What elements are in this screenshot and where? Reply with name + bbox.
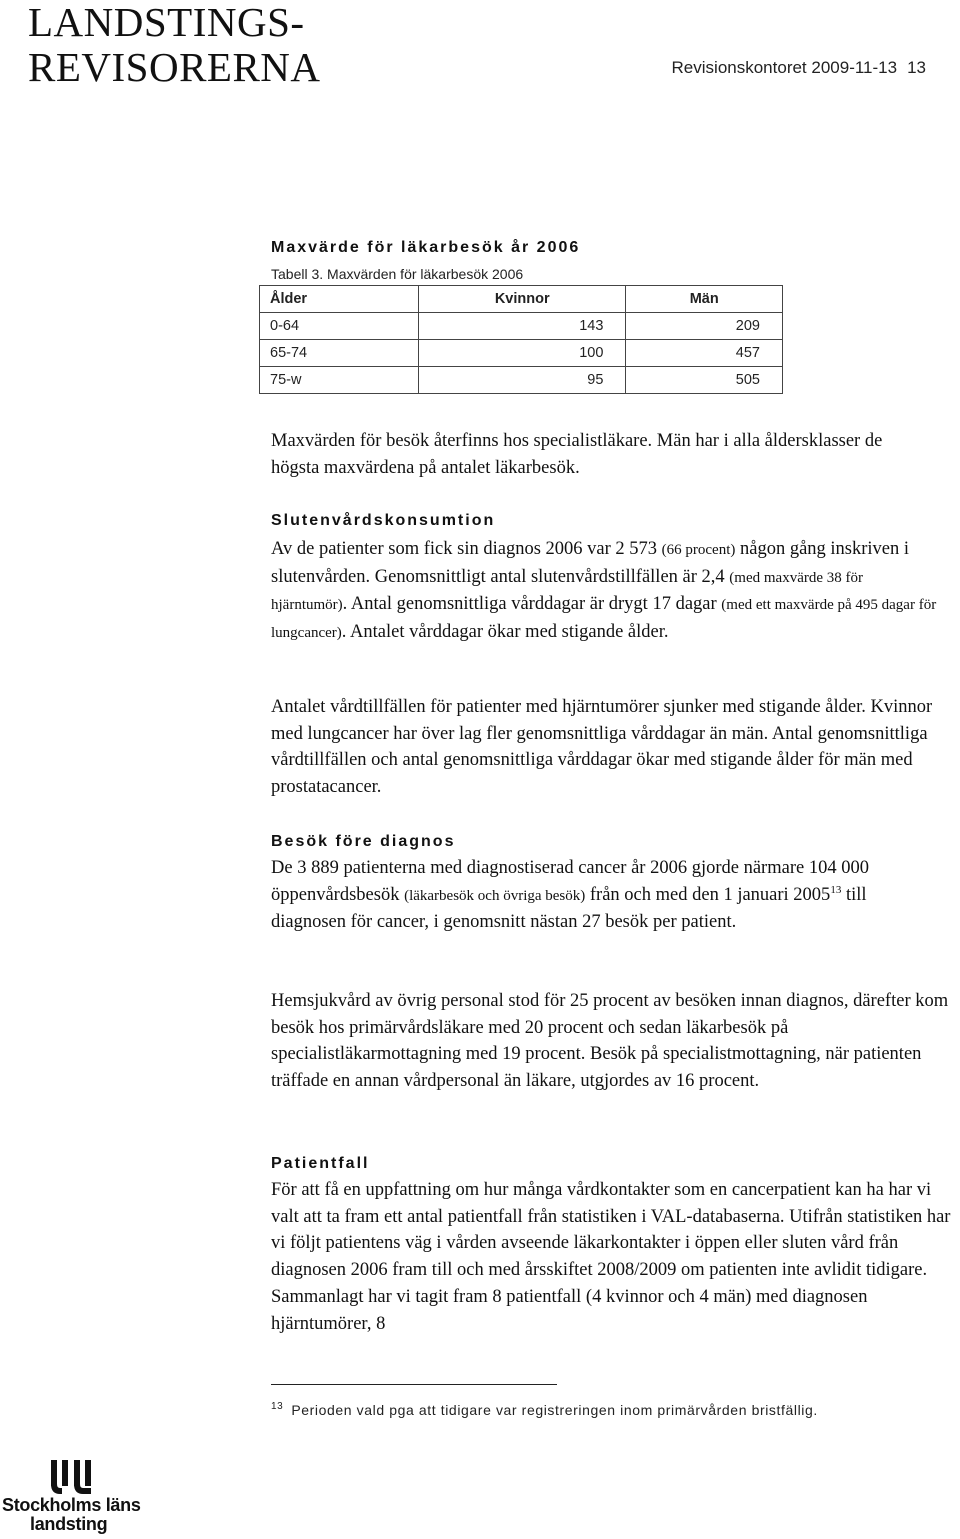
section-heading-patientfall: Patientfall [271,1155,370,1172]
page-header-info [672,58,926,78]
sll-emblem-icon [48,1460,94,1496]
section-heading-sluten: Slutenvårdskonsumtion [271,512,496,529]
stockholms-lans-landsting-logo [0,1460,150,1538]
paragraph-besok-2: Hemsjukvård av övrig personal stod för 25 procent av besöken innan diagnos, därefter kom besök hos primärvårdsläkare med 20 procent och sedan läkarbesök på specialistläkarmottagning med 19 procent. Besök på specialistmottagning, när patienten träffade en annan vårdpersonal än läkare, utgjordes av 16 procent. [271,991,949,1092]
sll-logo-text: Stockholms läns landsting [2,1495,141,1534]
section-heading-maxvarde: Maxvärde för läkarbesök år 2006 [271,239,581,256]
header-man: Män [626,286,783,313]
cell-women: 95 [419,367,626,394]
paragraph-max: Maxvärden för besök återfinns hos specialistläkare. Män har i alla åldersklasser de högsta maxvärdena på antalet läkarbesök. [271,431,883,478]
logo-line-2: REVISORERNA [28,44,321,90]
footnote [271,1402,818,1418]
office-date: Revisionskontoret 2009-11-13 [671,58,898,77]
paragraph-sluten-2: Antalet vårdtillfällen för patienter med hjärntumörer sjunker med stigande ålder. Kvinnor med lungcancer har över lag fler genomsnittliga vårddagar än män. Antal genomsnittliga vårdtillfällen och antal genomsnittliga vårddagar ökar med stigande ålder för män med prostatacancer. [271,697,933,798]
footnote-text: Perioden vald pga att tidigare var registreringen inom primärvården bristfällig. [291,1402,818,1418]
header-kvinnor: Kvinnor [419,286,626,313]
cell-women: 143 [419,313,626,340]
table-caption: Tabell 3. Maxvärden för läkarbesök 2006 [271,266,524,282]
cell-age: 0-64 [260,313,419,340]
cell-women: 100 [419,340,626,367]
table-row [260,367,783,394]
cell-men: 457 [626,340,783,367]
max-visits-table [259,285,783,394]
cell-men: 209 [626,313,783,340]
page-number: 13 [907,58,926,77]
landstingsrevisorerna-logo [28,0,321,90]
table-row [260,340,783,367]
paragraph-besok-1: De 3 889 patienterna med diagnostiserad cancer år 2006 gjorde närmare 104 000 öppenvårdsbesök (läkarbesök och övriga besök) från och med den 1 januari 2005$^{13}$ till diagnosen för cancer, i genomsnitt nästan 27 besök per patient. [271,858,869,933]
table-header-row [260,286,783,313]
logo-line-1: LANDSTINGS- [28,0,305,45]
cell-men: 505 [626,367,783,394]
paragraph-sluten-1: Av de patienter som fick sin diagnos 2006 var 2 573 (66 procent) någon gång inskriven i slutenvården. Genomsnittligt antal slutenvårdstillfällen är 2,4 (med maxvärde 38 för hjärntumör). Antal genomsnittliga vårddagar är drygt 17 dagar (med ett maxvärde på 495 dagar för lungcancer). Antalet vårddagar ökar med stigande ålder. [271,539,937,643]
cell-age: 65-74 [260,340,419,367]
footnote-ref: 13 [830,883,842,896]
cell-age: 75-w [260,367,419,394]
footnote-number: 13 [271,1401,284,1412]
table-row [260,313,783,340]
header-alder: Ålder [260,286,419,313]
footnote-divider [271,1384,557,1385]
paragraph-patientfall: För att få en uppfattning om hur många vårdkontakter som en cancerpatient kan ha har vi valt att ta fram ett antal patientfall från statistiken i VAL-databaserna. Utifrån statistiken har vi följt patientens väg i vården avseende läkarkontakter i öppen eller sluten vård från diagnosen 2006 fram till och med årsskiftet 2008/2009 om patienten inte avlidit tidigare. Sammanlagt har vi tagit fram 8 patientfall (4 kvinnor och 4 män) med diagnosen hjärntumörer, 8 [271,1180,951,1334]
section-heading-besok: Besök före diagnos [271,833,456,850]
